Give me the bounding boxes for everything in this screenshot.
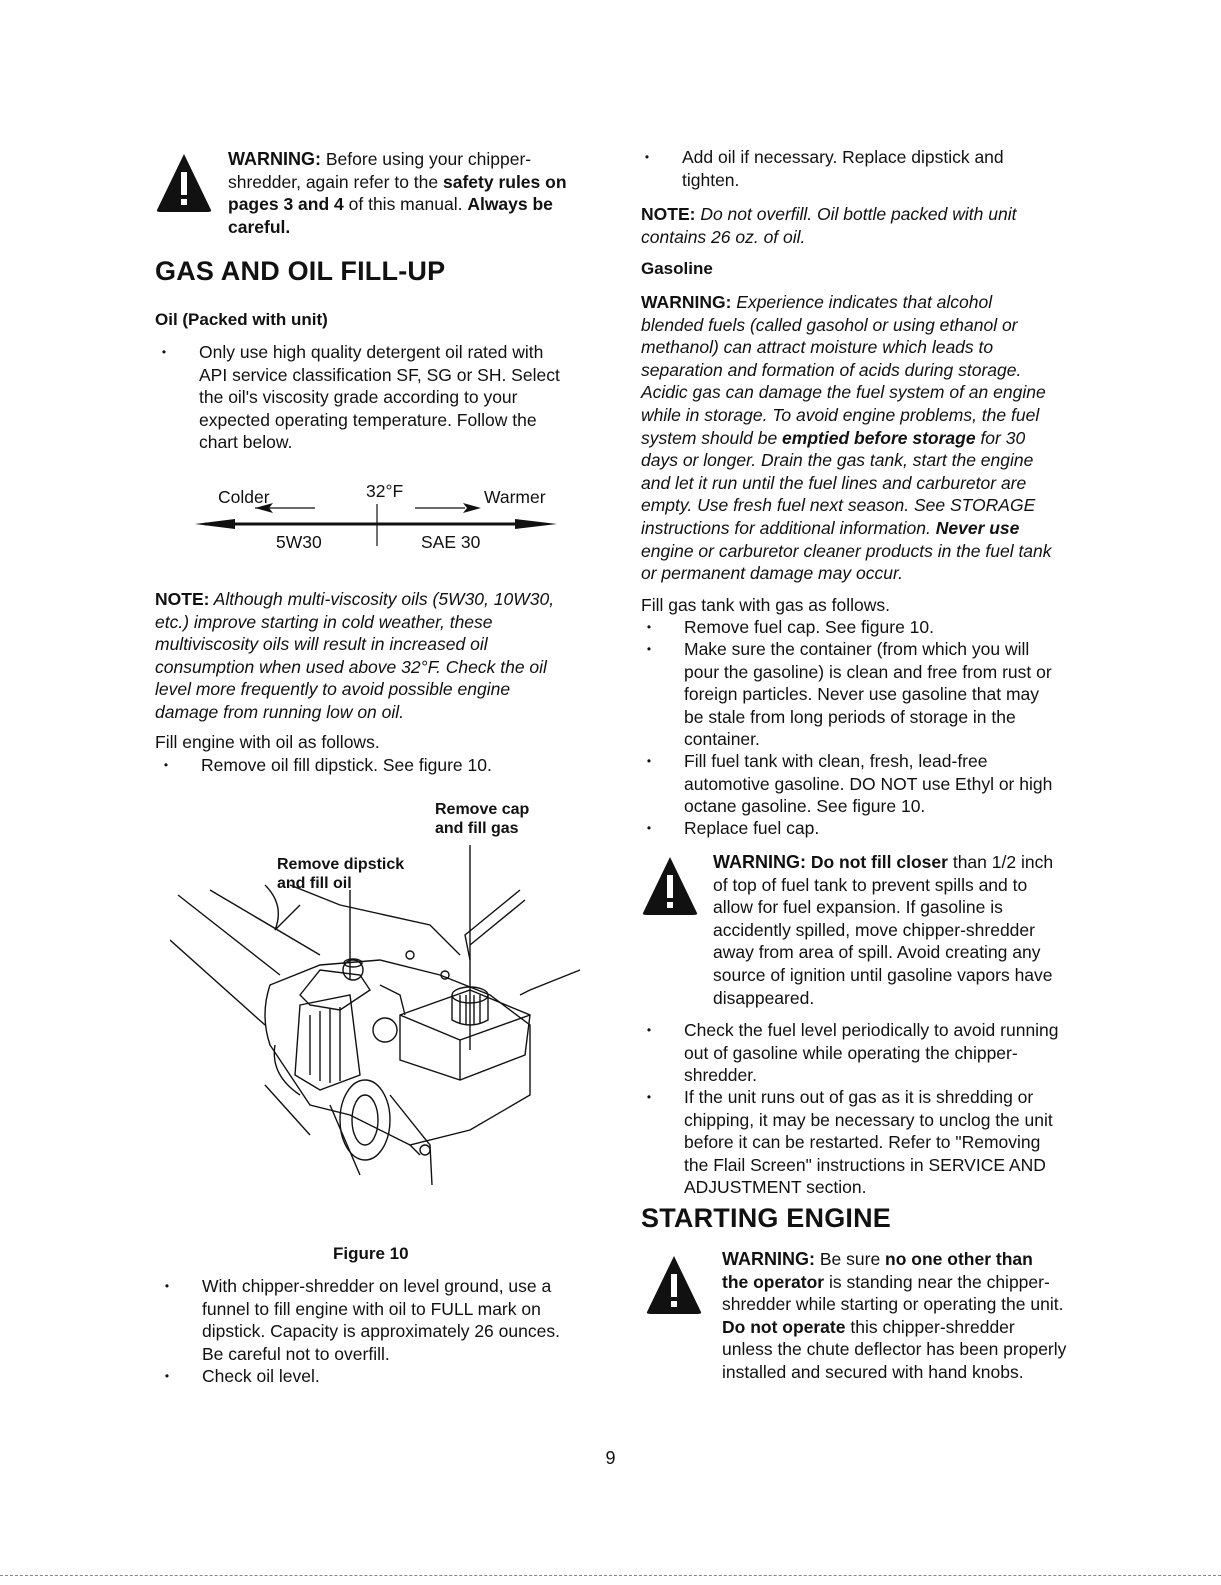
fill-oil-intro: Fill engine with oil as follows. [155,732,380,752]
warning-bold: Do not fill closer [806,852,948,872]
warning-bold: pages 3 [228,194,294,215]
bullet-icon: • [644,150,650,164]
oil-5w30-label: 5W30 [276,532,322,552]
warning-text: accidently spilled, move chipper-shredder [713,919,1035,940]
note-text: Although multi-viscosity oils (5W30, 10W30, [209,589,555,609]
section-heading-gas-oil: GAS AND OIL FILL-UP [155,256,446,286]
warning-label: WARNING: [713,852,806,872]
warning-text: of this manual. [343,194,468,215]
text-line: tighten. [682,169,740,190]
bullet-icon: • [164,1369,170,1383]
bullet-icon: • [646,620,652,634]
text-line: Check the fuel level periodically to avoid running [684,1020,1059,1040]
section-heading-starting-engine: STARTING ENGINE [641,1203,892,1233]
warning-block-2 [713,851,1083,1009]
warning-text: shredder, again refer to the [228,171,443,192]
warning-text: separation and formation of acids during storage. [641,359,1022,380]
text-line: Replace fuel cap. [684,818,820,838]
gasoline-warning [641,291,1081,585]
warning-text: for 30 [975,427,1026,448]
text-line: Make sure the container (from which you will [684,639,1030,659]
text-line: Fill fuel tank with clean, fresh, lead-free [684,751,988,771]
text-line: container. [684,729,760,750]
check-oil-bullet [164,1365,602,1388]
text-line: octane gasoline. See figure 10. [684,796,926,817]
bullet-icon: • [164,1279,170,1293]
bullet-icon: • [646,642,652,656]
warning-bold: the operator [722,1271,825,1292]
warning-text: engine or carburetor cleaner products in the fuel tank [641,540,1052,561]
text-line: foreign particles. Never use gasoline that may [684,684,1040,705]
text-line: out of gasoline while operating the chipper- [684,1042,1018,1063]
text-line: Remove oil fill dipstick. See figure 10. [201,755,492,775]
text-line: ADJUSTMENT section. [684,1177,867,1198]
text-line: With chipper-shredder on level ground, use a [202,1276,552,1296]
warning-text: empty. Use fresh fuel next season. See STORAGE [641,495,1036,516]
warning-bold: safety rules on [443,171,567,192]
warning-text: days or longer. Drain the gas tank, start the engine [641,450,1034,471]
text-line: Only use high quality detergent oil rated with [199,342,544,362]
warning-text: shredder while starting or operating the unit. [722,1294,1064,1315]
warning-text: is standing near the chipper- [824,1271,1050,1292]
note-text: consumption when used above 32°F. Check the oil [155,656,547,677]
warning-block-1 [228,148,608,238]
note-text: Do not overfill. Oil bottle packed with unit [695,204,1017,224]
warning-label: WARNING: [228,149,321,169]
warning-text: Acidic gas can damage the fuel system of an engine [641,382,1046,403]
note-label: NOTE: [155,589,210,609]
text-line: the Flail Screen" instructions in SERVICE AND [684,1154,1046,1175]
warning-bold: Do not operate [722,1316,846,1337]
oil-bullet [161,341,599,454]
warmer-label: Warmer [484,487,546,507]
note-label: NOTE: [641,204,696,224]
note-text: contains 26 oz. of oil. [641,226,806,247]
bullet-icon: • [646,821,652,835]
warning-text: instructions for additional information. [641,517,936,538]
warning-text: unless the chute deflector has been properly [722,1339,1067,1360]
note-text: multiviscosity oils will result in increased oil [155,634,488,655]
warning-text: than 1/2 inch [947,852,1054,872]
funnel-bullet [164,1275,602,1365]
out-of-gas-bullet [646,1086,1104,1199]
warning-text: allow for fuel expansion. If gasoline is [713,897,1003,918]
fill-gas-bullet [646,750,1104,818]
text-line: Add oil if necessary. Replace dipstick and [682,147,1004,167]
warning-bold: emptied before storage [782,427,976,448]
gasoline-subheading: Gasoline [641,259,713,278]
viscosity-arrows [195,490,565,550]
text-line: dipstick. Capacity is approximately 26 ounces. [202,1321,560,1342]
warning-label: WARNING: [722,1249,815,1269]
figure-label-line: and fill gas [435,820,519,837]
text-line: pour the gasoline) is clean and free from rust or [684,661,1052,682]
note-multiviscosity [155,588,615,724]
warning-bold: no one other than [885,1249,1033,1269]
text-line: the oil's viscosity grade according to your [199,387,518,408]
text-line: If the unit runs out of gas as it is shredding or [684,1087,1034,1107]
text-line: shredder. [684,1065,757,1086]
warning-text: while in storage. To avoid engine problems, the fuel [641,404,1040,425]
figure-label-line: Remove cap [435,801,530,818]
text-line: be stale from long periods of storage in the [684,706,1016,727]
warning-text: Be sure [815,1249,886,1269]
bullet-icon: • [646,1023,652,1037]
warning-text: Before using your chipper- [321,149,532,169]
warning-triangle-icon [641,853,699,915]
warning-text: disappeared. [713,987,815,1008]
temp-label: 32°F [366,481,404,501]
oil-subheading: Oil (Packed with unit) [155,310,328,329]
warning-text: methanol) can attract moisture which leads to [641,337,994,358]
oil-sae30-label: SAE 30 [421,532,481,552]
warning-bold: Always be [467,194,553,215]
warning-text: system should be [641,427,783,448]
warning-text: and let it run until the fuel lines and carburetor are [641,472,1027,493]
text-line: funnel to fill engine with oil to FULL mark on [202,1298,541,1319]
warning-text: of top of fuel tank to prevent spills and to [713,874,1028,895]
text-line: before it can be restarted. Refer to "Removing [684,1132,1041,1153]
page-bottom-rule [0,1575,1221,1576]
bullet-icon: • [163,758,169,772]
warning-label: WARNING: [641,292,732,312]
text-line: Be careful not to overfill. [202,1343,390,1364]
fill-gas-bullet [646,817,1104,840]
note-text: damage from running low on oil. [155,701,405,722]
add-oil-bullet [644,146,1102,191]
text-line: API service classification SF, SG or SH. Select [199,364,560,385]
fill-gas-bullet [646,616,1104,639]
figure-label-line: and fill oil [277,875,352,892]
fuel-level-bullet [646,1019,1104,1087]
bullet-icon: • [646,754,652,768]
fill-gas-intro: Fill gas tank with gas as follows. [641,595,890,615]
warning-text: source of ignition until gasoline vapors have [713,964,1053,985]
warning-text: or permanent damage may occur. [641,563,903,584]
warning-bold: careful. [228,216,291,237]
engine-illustration [170,845,590,1195]
warning-text: blended fuels (called gasohol or using ethanol or [641,314,1018,335]
note-text: level more frequently to avoid possible engine [155,679,511,700]
warning-text: Experience indicates that alcohol [731,292,993,312]
note-overfill [641,203,1091,248]
warning-triangle-icon [645,1252,703,1314]
warning-triangle-icon [155,150,213,212]
figure-label-gas [435,800,529,838]
text-line: chart below. [199,432,293,453]
warning-text: away from area of spill. Avoid creating any [713,942,1041,963]
fill-gas-bullet [646,638,1104,751]
colder-label: Colder [218,487,270,507]
page-number: 9 [605,1448,616,1468]
text-line: expected operating temperature. Follow the [199,409,537,430]
text-line: chipping, it may be necessary to unclog the unit [684,1109,1053,1130]
warning-text: this chipper-shredder [845,1316,1015,1337]
bullet-icon: • [646,1090,652,1104]
warning-bold: Never use [935,517,1020,538]
text-line: Remove fuel cap. See figure 10. [684,617,935,637]
warning-bold: and 4 [293,194,344,215]
note-text: etc.) improve starting in cold weather, these [155,611,493,632]
text-line: Check oil level. [202,1366,320,1386]
bullet-icon: • [161,345,167,359]
warning-text: installed and secured with hand knobs. [722,1361,1024,1382]
figure-label-line: Remove dipstick [277,856,405,873]
fill-oil-bullet [163,754,601,777]
text-line: automotive gasoline. DO NOT use Ethyl or high [684,773,1053,794]
warning-block-3 [722,1248,1092,1384]
figure-caption: Figure 10 [333,1244,409,1263]
